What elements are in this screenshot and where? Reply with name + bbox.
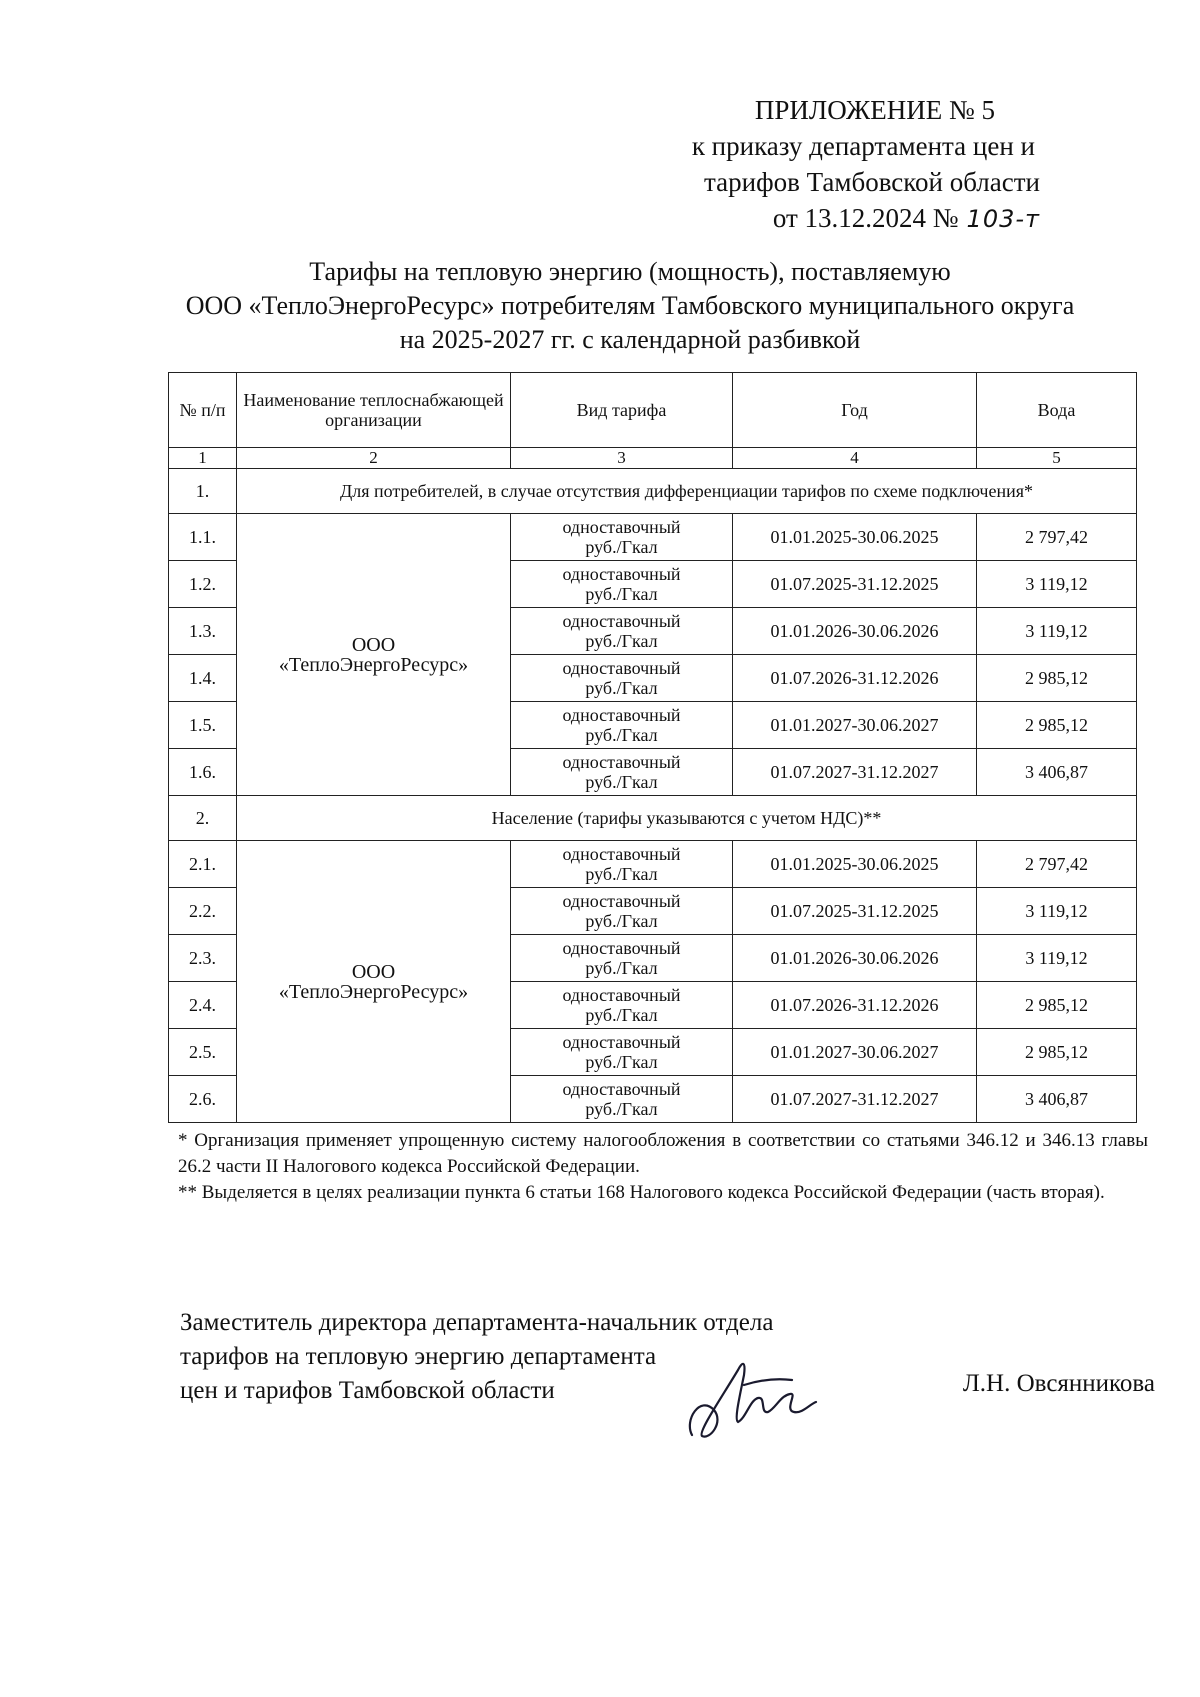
signatory-line-2: тарифов на тепловую энергию департамента (180, 1343, 657, 1370)
water-value: 3 406,87 (977, 1076, 1137, 1123)
row-number: 1.5. (169, 702, 237, 749)
tariff-unit: руб./Гкал (585, 772, 658, 792)
period: 01.07.2026-31.12.2026 (733, 982, 977, 1029)
water-value: 2 797,42 (977, 841, 1137, 888)
order-number-handwritten: 103-т (966, 205, 1040, 233)
footnote-2: ** Выделяется в целях реализации пункта 6 статьи 168 Налогового кодекса Российской Федерации (часть вторая). (178, 1182, 1105, 1203)
tariff-kind (511, 608, 733, 655)
period: 01.07.2027-31.12.2027 (733, 749, 977, 796)
row-number: 2.5. (169, 1029, 237, 1076)
water-value: 2 985,12 (977, 1029, 1137, 1076)
water-value: 3 119,12 (977, 935, 1137, 982)
footnotes (178, 1128, 1148, 1206)
row-number: 1.2. (169, 561, 237, 608)
tariff-unit: руб./Гкал (585, 725, 658, 745)
water-value: 2 985,12 (977, 702, 1137, 749)
row-number: 1.3. (169, 608, 237, 655)
header-year: Год (733, 373, 977, 448)
tariff-kind-label: одноставочный (562, 1032, 681, 1052)
tariff-unit: руб./Гкал (585, 1099, 658, 1119)
tariff-kind-label: одноставочный (562, 611, 681, 631)
table-row (169, 514, 1137, 561)
tariff-unit: руб./Гкал (585, 631, 658, 651)
col-number: 1 (169, 448, 237, 469)
section-row-1 (169, 469, 1137, 514)
org-name: «ТеплоЭнергоРесурс» (278, 980, 469, 1003)
period: 01.07.2026-31.12.2026 (733, 655, 977, 702)
water-value: 2 797,42 (977, 514, 1137, 561)
water-value: 3 119,12 (977, 888, 1137, 935)
period: 01.01.2027-30.06.2027 (733, 702, 977, 749)
org-name: «ТеплоЭнергоРесурс» (278, 653, 469, 676)
tariff-kind (511, 1076, 733, 1123)
section-label: Население (тарифы указываются с учетом НДС)** (237, 796, 1137, 841)
tariff-table (168, 372, 1137, 1123)
row-number: 2.4. (169, 982, 237, 1029)
signer-name: Л.Н. Овсянникова (962, 1370, 1155, 1397)
document-title (150, 255, 1110, 357)
title-line-3: на 2025-2027 гг. с календарной разбивкой (399, 325, 861, 354)
appendix-date-line (692, 200, 1040, 237)
tariff-unit: руб./Гкал (585, 1005, 658, 1025)
tariff-unit: руб./Гкал (585, 911, 658, 931)
footnote-1: * Организация применяет упрощенную систему налогообложения в соответствии со статьями 346.12 и 346.13 главы 26.2 части II Налогового кодекса Российской Федерации. (178, 1130, 1148, 1177)
water-value: 3 406,87 (977, 749, 1137, 796)
header-kind: Вид тарифа (511, 373, 733, 448)
tariff-kind-label: одноставочный (562, 517, 681, 537)
signatory-line-3: цен и тарифов Тамбовской области (180, 1377, 555, 1404)
tariff-kind (511, 982, 733, 1029)
org-name-cell (237, 514, 511, 796)
tariff-unit: руб./Гкал (585, 537, 658, 557)
tariff-kind (511, 841, 733, 888)
appendix-department-line: тарифов Тамбовской области (704, 167, 1040, 197)
header-org: Наименование теплоснабжающей организации (237, 373, 511, 448)
column-numbers-row (169, 448, 1137, 469)
tariff-kind-label: одноставочный (562, 891, 681, 911)
col-number: 2 (237, 448, 511, 469)
col-number: 3 (511, 448, 733, 469)
row-number: 2.3. (169, 935, 237, 982)
water-value: 2 985,12 (977, 655, 1137, 702)
tariff-kind-label: одноставочный (562, 658, 681, 678)
row-number: 2.1. (169, 841, 237, 888)
tariff-unit: руб./Гкал (585, 1052, 658, 1072)
org-name-cell (237, 841, 511, 1123)
water-value: 3 119,12 (977, 608, 1137, 655)
section-number: 2. (169, 796, 237, 841)
tariff-kind-label: одноставочный (562, 938, 681, 958)
appendix-date: от 13.12.2024 № (772, 203, 959, 233)
period: 01.01.2025-30.06.2025 (733, 514, 977, 561)
title-line-2: ООО «ТеплоЭнергоРесурс» потребителям Тамбовского муниципального округа (185, 291, 1075, 320)
table-header-row (169, 373, 1137, 448)
row-number: 1.4. (169, 655, 237, 702)
table-row (169, 841, 1137, 888)
tariff-kind-label: одноставочный (562, 1079, 681, 1099)
header-num: № п/п (169, 373, 237, 448)
appendix-header (692, 92, 1040, 237)
row-number: 2.6. (169, 1076, 237, 1123)
tariff-unit: руб./Гкал (585, 678, 658, 698)
period: 01.01.2027-30.06.2027 (733, 1029, 977, 1076)
water-value: 3 119,12 (977, 561, 1137, 608)
tariff-unit: руб./Гкал (585, 584, 658, 604)
title-line-1: Тарифы на тепловую энергию (мощность), поставляемую (309, 257, 951, 286)
section-number: 1. (169, 469, 237, 514)
tariff-kind-label: одноставочный (562, 705, 681, 725)
period: 01.01.2026-30.06.2026 (733, 935, 977, 982)
tariff-kind-label: одноставочный (562, 564, 681, 584)
period: 01.07.2025-31.12.2025 (733, 888, 977, 935)
tariff-kind-label: одноставочный (562, 985, 681, 1005)
tariff-kind (511, 749, 733, 796)
tariff-kind-label: одноставочный (562, 844, 681, 864)
signatory-line-1: Заместитель директора департамента-начальник отдела (180, 1309, 774, 1336)
row-number: 2.2. (169, 888, 237, 935)
section-row-2 (169, 796, 1137, 841)
col-number: 4 (733, 448, 977, 469)
period: 01.07.2027-31.12.2027 (733, 1076, 977, 1123)
tariff-kind (511, 935, 733, 982)
tariff-kind (511, 655, 733, 702)
tariff-kind (511, 702, 733, 749)
header-water: Вода (977, 373, 1137, 448)
period: 01.01.2026-30.06.2026 (733, 608, 977, 655)
appendix-title: ПРИЛОЖЕНИЕ № 5 (754, 95, 995, 125)
col-number: 5 (977, 448, 1137, 469)
tariff-unit: руб./Гкал (585, 864, 658, 884)
tariff-kind (511, 561, 733, 608)
water-value: 2 985,12 (977, 982, 1137, 1029)
appendix-order-line: к приказу департамента цен и (691, 131, 1035, 161)
period: 01.07.2025-31.12.2025 (733, 561, 977, 608)
tariff-unit: руб./Гкал (585, 958, 658, 978)
tariff-kind-label: одноставочный (562, 752, 681, 772)
period: 01.01.2025-30.06.2025 (733, 841, 977, 888)
tariff-kind (511, 514, 733, 561)
tariff-kind (511, 888, 733, 935)
tariff-kind (511, 1029, 733, 1076)
org-form: ООО (351, 633, 396, 656)
row-number: 1.1. (169, 514, 237, 561)
org-form: ООО (351, 960, 396, 983)
handwritten-signature (680, 1340, 830, 1450)
section-label: Для потребителей, в случае отсутствия дифференциации тарифов по схеме подключения* (237, 469, 1137, 514)
row-number: 1.6. (169, 749, 237, 796)
